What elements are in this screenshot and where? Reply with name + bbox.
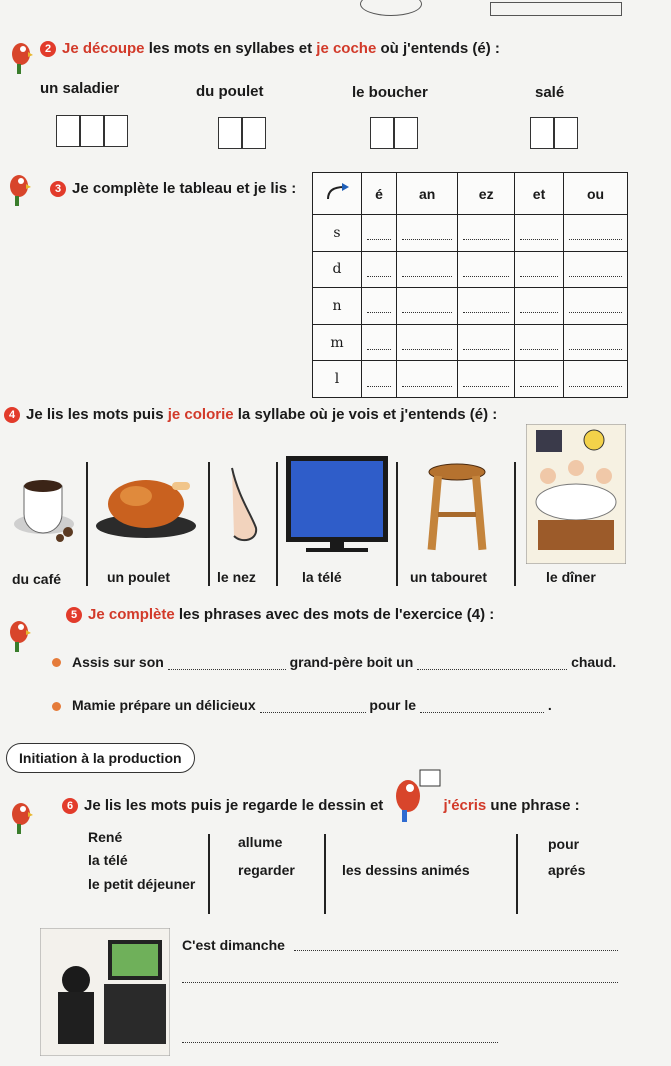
top-decoration <box>0 0 671 18</box>
parrot-icon <box>6 172 32 206</box>
divider <box>208 834 210 914</box>
ex4-item-6[interactable]: le dîner <box>546 569 596 585</box>
divider <box>514 462 516 586</box>
ex5-blank-4[interactable] <box>420 712 544 713</box>
ex3-cell[interactable] <box>514 324 563 361</box>
parrot-icon <box>6 618 32 652</box>
ex6-word: René <box>88 829 123 845</box>
ex6-number-badge: 6 <box>62 798 78 814</box>
ex6-word: le petit déjeuner <box>88 876 196 892</box>
divider <box>86 462 88 586</box>
ex4-item-5[interactable]: un tabouret <box>410 569 487 585</box>
ex4-item-1[interactable]: du café <box>12 571 62 587</box>
nose-icon <box>222 466 266 550</box>
ex2-word-3: le boucher <box>352 84 428 101</box>
ex4-item-2[interactable]: un poulet <box>107 569 170 585</box>
ex3-header: ou <box>564 173 628 215</box>
stool-icon <box>426 462 488 554</box>
ex5-sentence-2: Mamie prépare un délicieux pour le . <box>72 697 552 713</box>
ex5-blank-1[interactable] <box>168 669 286 670</box>
ex2-syllable-boxes-3[interactable] <box>370 117 418 149</box>
divider <box>276 462 278 586</box>
ex6-word: aprés <box>548 862 586 878</box>
arrow-icon <box>313 173 362 215</box>
ex3-cell[interactable] <box>564 324 628 361</box>
ex3-cell[interactable] <box>564 361 628 398</box>
ex3-cell[interactable] <box>396 361 457 398</box>
ex2-number-badge: 2 <box>40 41 56 57</box>
ex3-cell[interactable] <box>362 288 397 325</box>
ex3-cell[interactable] <box>458 288 515 325</box>
ex3-cell[interactable] <box>362 324 397 361</box>
writing-line-2[interactable] <box>182 982 618 983</box>
ex3-table <box>312 172 628 398</box>
writing-line-1[interactable] <box>294 950 618 951</box>
ex6-word: la télé <box>88 852 128 868</box>
ex3-cell[interactable] <box>396 288 457 325</box>
ex6-instruction: 6 Je lis les mots puis je regarde le dessin et j'écris une phrase : <box>62 797 580 814</box>
ex3-cell[interactable] <box>514 251 563 288</box>
ex6-sentence-start: C'est dimanche <box>182 937 285 953</box>
parrot-icon <box>8 40 34 74</box>
ex3-row-letter: m <box>313 324 362 361</box>
ex3-cell[interactable] <box>458 251 515 288</box>
ex3-row-letter: l <box>313 361 362 398</box>
ex5-number-badge: 5 <box>66 607 82 623</box>
ex3-cell[interactable] <box>514 215 563 252</box>
ex4-number-badge: 4 <box>4 407 20 423</box>
ex3-cell[interactable] <box>458 361 515 398</box>
ex2-word-1: un saladier <box>40 80 120 97</box>
ex2-instruction: 2 Je découpe les mots en syllabes et je coche où j'entends (é) : <box>40 40 500 57</box>
divider <box>208 462 210 586</box>
ex3-cell[interactable] <box>396 215 457 252</box>
ex3-cell[interactable] <box>514 361 563 398</box>
ex6-word: pour <box>548 836 580 852</box>
ex3-number-badge: 3 <box>50 181 66 197</box>
ex3-header: é <box>362 173 397 215</box>
ex3-row-letter: d <box>313 251 362 288</box>
bullet-icon <box>52 658 61 667</box>
parrot-writing-icon <box>386 766 444 824</box>
ex3-cell[interactable] <box>396 324 457 361</box>
ex3-row-letter: n <box>313 288 362 325</box>
ex3-cell[interactable] <box>362 361 397 398</box>
bullet-icon <box>52 702 61 711</box>
ex2-word-4: salé <box>535 84 565 101</box>
ex5-sentence-1: Assis sur son grand-père boit un chaud. <box>72 654 617 670</box>
ex4-instruction: 4 Je lis les mots puis je colorie la syllabe où je vois et j'entends (é) : <box>4 406 497 423</box>
coffee-cup-icon <box>12 462 76 546</box>
ex2-syllable-boxes-2[interactable] <box>218 117 266 149</box>
ex5-instruction: 5 Je complète les phrases avec des mots de l'exercice (4) : <box>66 606 494 623</box>
ex5-blank-3[interactable] <box>260 712 366 713</box>
ex3-cell[interactable] <box>458 324 515 361</box>
ex3-cell[interactable] <box>564 251 628 288</box>
ex3-row-letter: s <box>313 215 362 252</box>
ex3-header: an <box>396 173 457 215</box>
ex3-cell[interactable] <box>362 215 397 252</box>
parrot-icon <box>8 800 34 834</box>
family-dinner-icon <box>526 424 626 564</box>
boy-watching-tv-icon <box>40 928 170 1056</box>
ex6-word: allume <box>238 834 283 850</box>
ex3-cell[interactable] <box>396 251 457 288</box>
ex2-syllable-boxes-4[interactable] <box>530 117 578 149</box>
ex2-word-2: du poulet <box>196 83 264 100</box>
writing-line-3[interactable] <box>182 1042 498 1043</box>
section-title: Initiation à la production <box>6 743 195 773</box>
ex3-header: ez <box>458 173 515 215</box>
ex3-header: et <box>514 173 563 215</box>
ex6-word: regarder <box>238 862 295 878</box>
ex4-item-3[interactable]: le nez <box>217 569 256 585</box>
ex5-blank-2[interactable] <box>417 669 567 670</box>
ex3-instruction: 3 Je complète le tableau et je lis : <box>50 180 296 197</box>
roast-chicken-icon <box>92 462 200 544</box>
divider <box>396 462 398 586</box>
divider <box>324 834 326 914</box>
ex3-cell[interactable] <box>564 288 628 325</box>
ex3-cell[interactable] <box>514 288 563 325</box>
ex3-cell[interactable] <box>458 215 515 252</box>
ex6-word: les dessins animés <box>342 862 470 878</box>
divider <box>516 834 518 914</box>
ex4-item-4[interactable]: la télé <box>302 569 342 585</box>
ex3-cell[interactable] <box>362 251 397 288</box>
ex3-cell[interactable] <box>564 215 628 252</box>
television-icon <box>286 456 390 556</box>
ex2-syllable-boxes-1[interactable] <box>56 115 128 147</box>
